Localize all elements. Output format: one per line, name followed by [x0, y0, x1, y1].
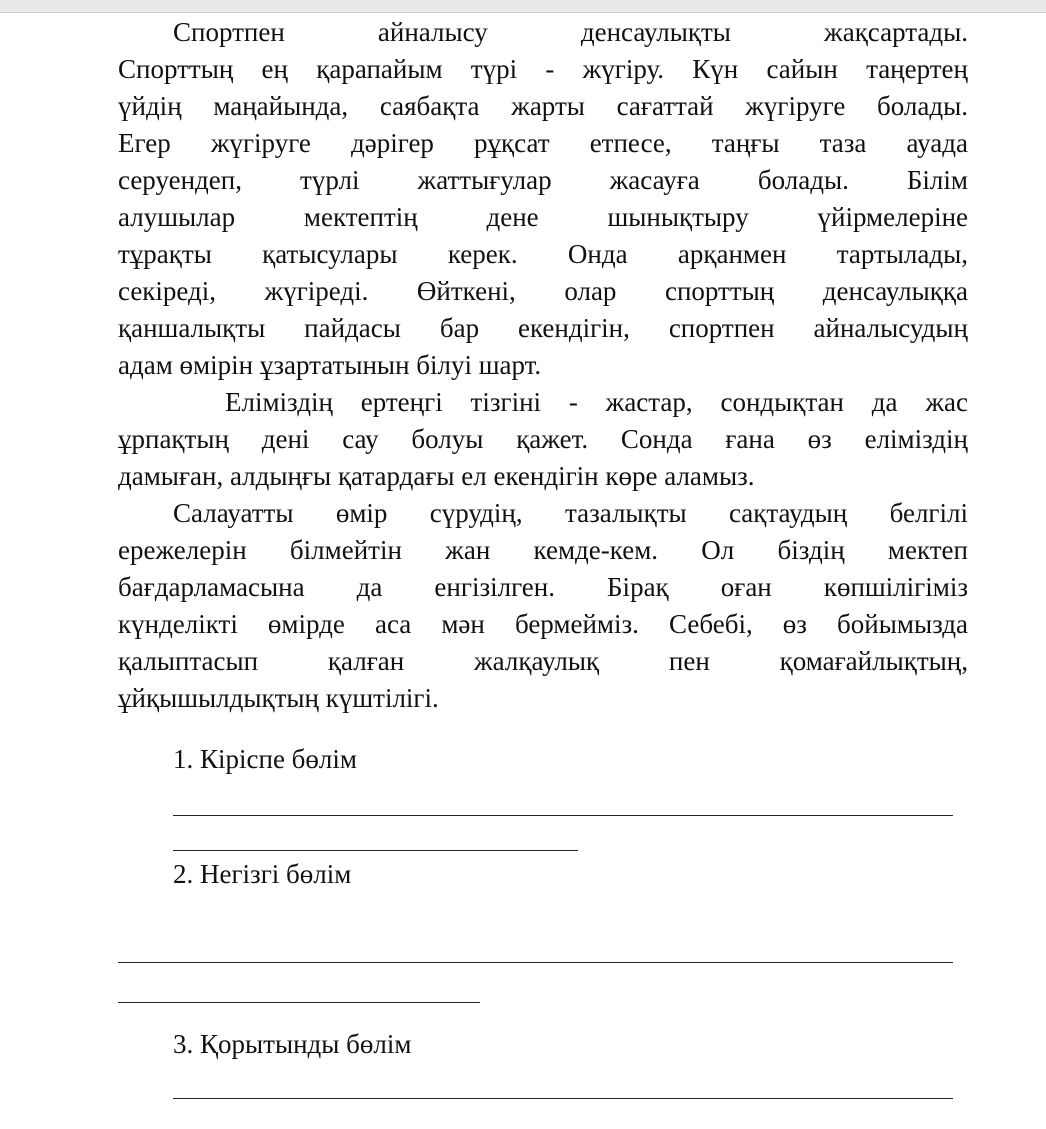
- paragraph-2-line: Еліміздің ертеңгі тізгіні - жастар, сондықтан да жас: [225, 387, 968, 417]
- answer-line: [173, 1098, 953, 1099]
- paragraph-1-line: тұрақты қатысулары керек. Онда арқанмен тартылады,: [118, 239, 968, 269]
- answer-line: [118, 962, 953, 963]
- paragraph-3-line: Салауатты өмір сүрудің, тазалықты сақтаудың белгілі: [173, 498, 968, 528]
- paragraph-3-line: қалыптасып қалған жалқаулық пен қомағайлықтың,: [118, 646, 968, 676]
- paragraph-1-line: секіреді, жүгіреді. Өйткені, олар спорттың денсаулыққа: [118, 276, 968, 306]
- paragraph-3-line: күнделікті өмірде аса мән бермейміз. Себебі, өз бойымызда: [118, 609, 968, 639]
- top-band: [0, 0, 1046, 13]
- paragraph-2-line: ұрпақтың дені сау болуы қажет. Сонда ғана өз еліміздің: [118, 424, 968, 454]
- paragraph-3-line: бағдарламасына да енгізілген. Бірақ оған көпшілігіміз: [118, 572, 968, 602]
- paragraph-1-line: Егер жүгіруге дәрігер рұқсат етпесе, таңғы таза ауада: [118, 128, 968, 158]
- paragraph-1-line: қаншалықты пайдасы бар екендігін, спортпен айналысудың: [118, 313, 968, 343]
- answer-line: [173, 815, 953, 816]
- section-heading-conclusion: 3. Қорытынды бөлім: [173, 1029, 412, 1059]
- section-heading-intro: 1. Кіріспе бөлім: [173, 744, 357, 774]
- section-heading-main: 2. Негізгі бөлім: [173, 859, 352, 889]
- paragraph-3-line: ережелерін білмейтін жан кемде-кем. Ол біздің мектеп: [118, 535, 968, 565]
- answer-line: [118, 1002, 480, 1003]
- paragraph-1-line: серуендеп, түрлі жаттығулар жасауға болады. Білім: [118, 165, 968, 195]
- paragraph-1-line: адам өмірін ұзартатынын білуі шарт.: [118, 350, 542, 380]
- paragraph-1-line: үйдің маңайында, саябақта жарты сағаттай жүгіруге болады.: [118, 91, 968, 121]
- paragraph-1-line: Спорттың ең қарапайым түрі - жүгіру. Күн сайын таңертең: [118, 54, 968, 84]
- paragraph-3-line: ұйқышылдықтың күштілігі.: [118, 683, 439, 713]
- paragraph-1-line: Спортпен айналысу денсаулықты жақсартады.: [173, 17, 968, 47]
- answer-line: [173, 850, 578, 851]
- document-page: [118, 14, 968, 717]
- paragraph-2-line: дамыған, алдыңғы қатардағы ел екендігін көре аламыз.: [118, 461, 755, 491]
- paragraph-1-line: алушылар мектептің дене шынықтыру үйірмелеріне: [118, 202, 968, 232]
